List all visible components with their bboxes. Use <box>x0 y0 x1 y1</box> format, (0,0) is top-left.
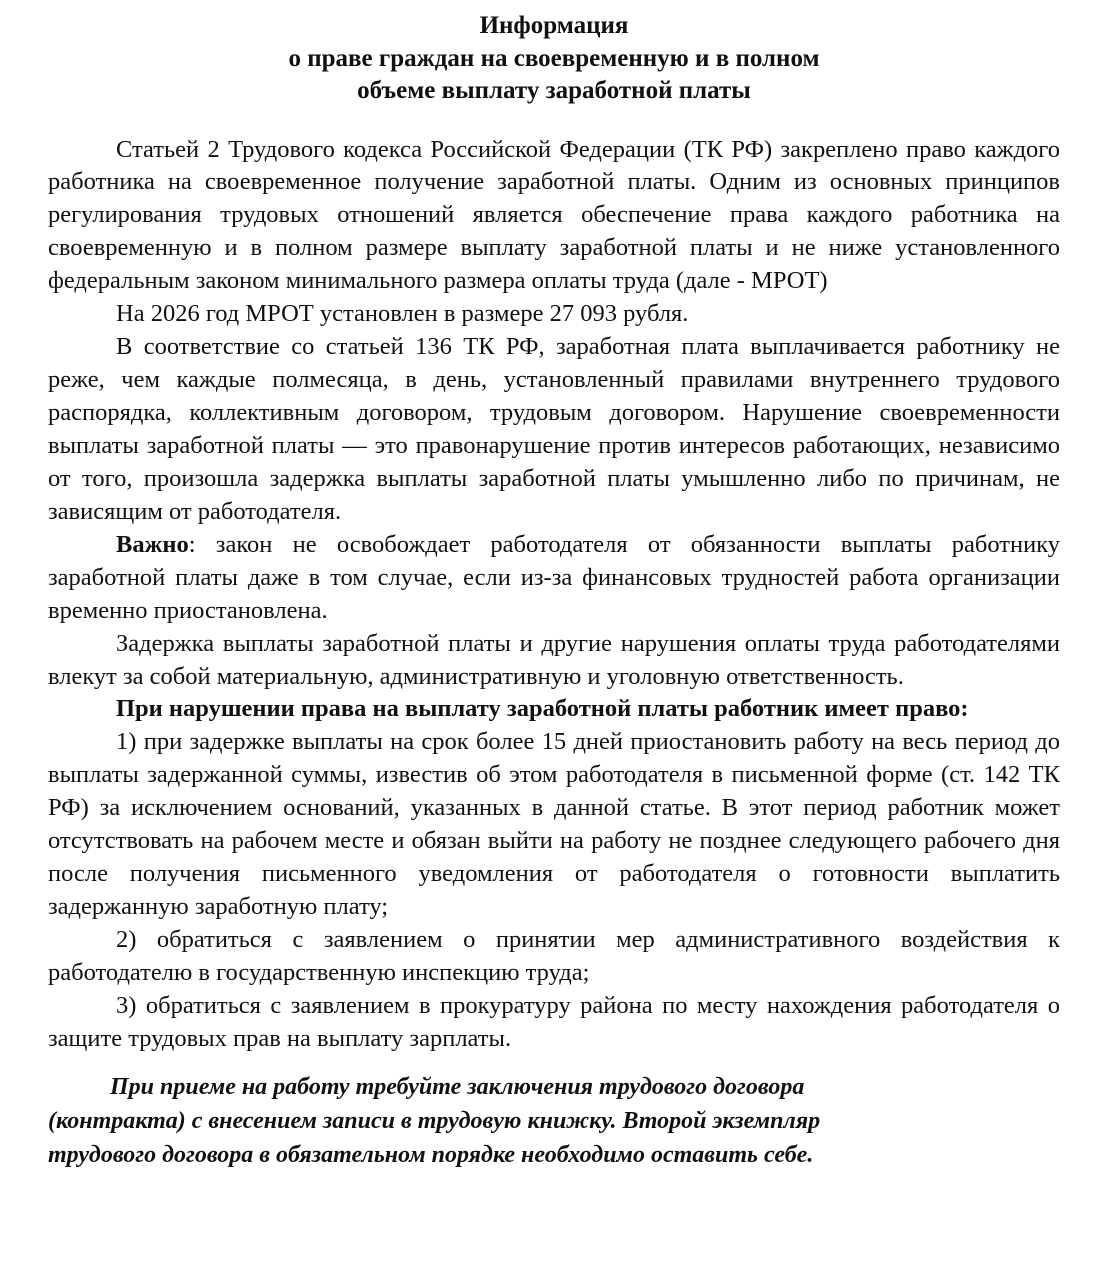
paragraph-1 <box>48 134 1060 299</box>
paragraph-3 <box>48 331 1060 529</box>
paragraph-9 <box>48 990 1060 1056</box>
paragraph-8-text: 2) обратиться с заявлением о принятии мер административного воздействия к работодателю в государственную инспекцию труда; <box>48 926 1060 986</box>
closing-line-3: трудового договора в обязательном порядке необходимо оставить себе. <box>48 1141 814 1168</box>
paragraph-7 <box>48 726 1060 924</box>
closing-line-1: При приеме на работу требуйте заключения трудового договора <box>110 1073 805 1100</box>
paragraph-4 <box>48 529 1060 628</box>
paragraph-8 <box>48 924 1060 990</box>
closing-note <box>48 1070 1060 1172</box>
paragraph-7-text: 1) при задержке выплаты на срок более 15 дней приостановить работу на весь период до выплаты задержанной суммы, известив об этом работодателя в письменной форме (ст. 142 ТК РФ) за исключением оснований, указанных в данной статье. В этот период работник может отсутствовать на рабочем месте и обязан выйти на работу не позднее следующего рабочего дня после получения письменного уведомления от работодателя о готовности выплатить задержанную заработную плату; <box>48 728 1060 921</box>
paragraph-5 <box>48 628 1060 694</box>
paragraph-4-text: : закон не освобождает работодателя от обязанности выплаты работнику заработной платы даже в том случае, если из-за финансовых трудностей работа организации временно приостановлена. <box>48 530 1060 624</box>
paragraph-9-text: 3) обратиться с заявлением в прокуратуру района по месту нахождения работодателя о защите трудовых прав на выплату зарплаты. <box>48 991 1060 1052</box>
closing-line-2: (контракта) с внесением записи в трудовую книжку. Второй экземпляр <box>48 1107 821 1134</box>
paragraph-3-text: В соответствие со статьей 136 ТК РФ, заработная плата выплачивается работнику не реже, чем каждые полмесяца, в день, установленный правилами внутреннего трудового распорядка, коллективным договором, трудовым договором. Нарушение своевременности выплаты заработной платы — это правонарушение против интересов работающих, независимо от того, произошла задержка выплаты заработной платы умышленно либо по причинам, не зависящим от работодателя. <box>48 333 1060 525</box>
page-title <box>48 10 1060 108</box>
title-line-2: о праве граждан на своевременную и в полном <box>288 44 820 72</box>
document-body <box>48 134 1060 1172</box>
paragraph-6-heading <box>48 693 1060 726</box>
paragraph-2-text: На 2026 год МРОТ установлен в размере 27 093 рубля. <box>116 300 689 328</box>
title-line-1: Информация <box>479 12 629 39</box>
rights-heading-text: При нарушении права на выплату заработной платы работник имеет право: <box>116 695 969 723</box>
paragraph-1-text: Статьей 2 Трудового кодекса Российской Федерации (ТК РФ) закреплено право каждого работника на своевременное получение заработной платы. Одним из основных принципов регулирования трудовых отношений является обеспечение права каждого работника на своевременную и в полном размере выплату заработной платы и не ниже установленного федеральным законом минимального размера оплаты труда (дале - МРОТ) <box>48 135 1060 295</box>
paragraph-4-lead: Важно <box>116 530 189 558</box>
paragraph-2 <box>48 298 1060 331</box>
paragraph-5-text: Задержка выплаты заработной платы и другие нарушения оплаты труда работодателями влекут за собой материальную, административную и уголовную ответственность. <box>48 629 1060 690</box>
title-line-3: объеме выплату заработной платы <box>357 77 751 104</box>
